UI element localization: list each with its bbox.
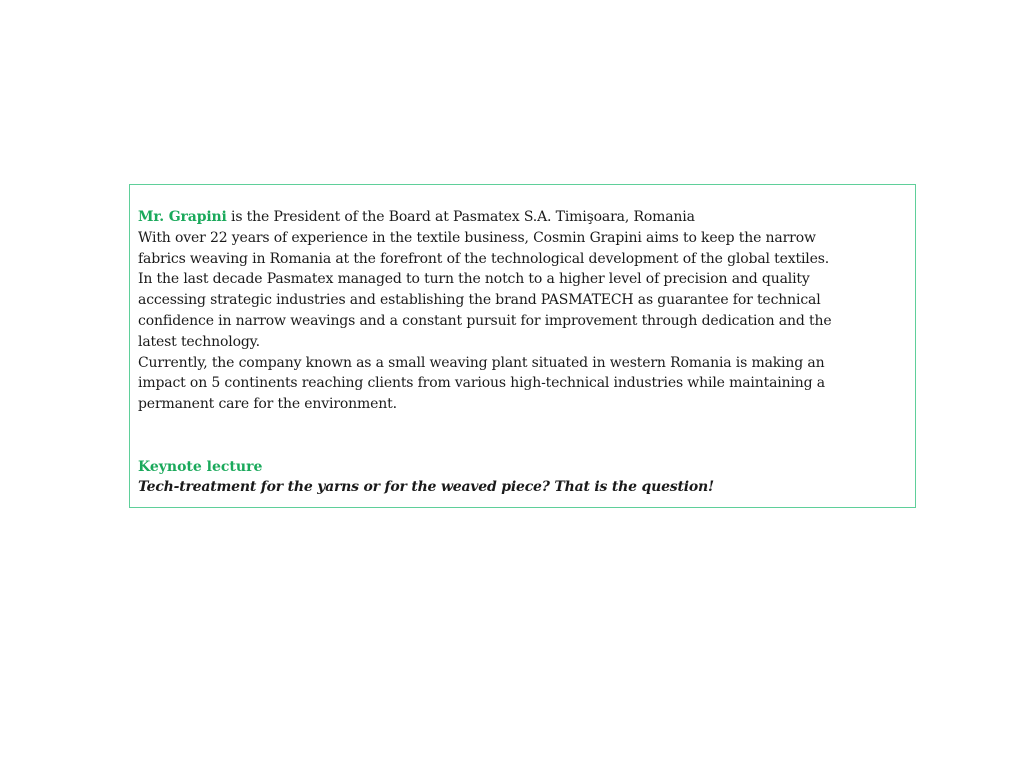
section-spacer (138, 415, 907, 457)
bio-text-line: In the last decade Pasmatex managed to turn the notch to a higher level of precision and quality (138, 271, 810, 288)
bio-text-line: fabrics weaving in Romania at the forefront of the technological development of the global textiles. (138, 250, 830, 267)
bio-text-line: impact on 5 continents reaching clients from various high-technical industries while maintaining a (138, 375, 825, 392)
keynote-title: Tech-treatment for the yarns or for the weaved piece? That is the question! (138, 479, 714, 496)
keynote-heading: Keynote lecture (138, 458, 263, 475)
bio-text-line: With over 22 years of experience in the textile business, Cosmin Grapini aims to keep the narrow (138, 229, 816, 246)
bio-text-line: permanent care for the environment. (138, 396, 397, 413)
bio-text-line: Currently, the company known as a small weaving plant situated in western Romania is making an (138, 354, 825, 371)
speaker-role: is the President of the Board at Pasmatex S.A. Timişoara, Romania (226, 209, 695, 225)
speaker-name: Mr. Grapini (138, 209, 227, 225)
bio-intro-line (138, 207, 907, 228)
bio-text-line: latest technology. (138, 333, 260, 350)
speaker-bio-box (129, 184, 916, 508)
bio-text-line: accessing strategic industries and establishing the brand PASMATECH as guarantee for technical (138, 292, 821, 309)
bio-text-line: confidence in narrow weavings and a constant pursuit for improvement through dedication and the (138, 312, 832, 329)
